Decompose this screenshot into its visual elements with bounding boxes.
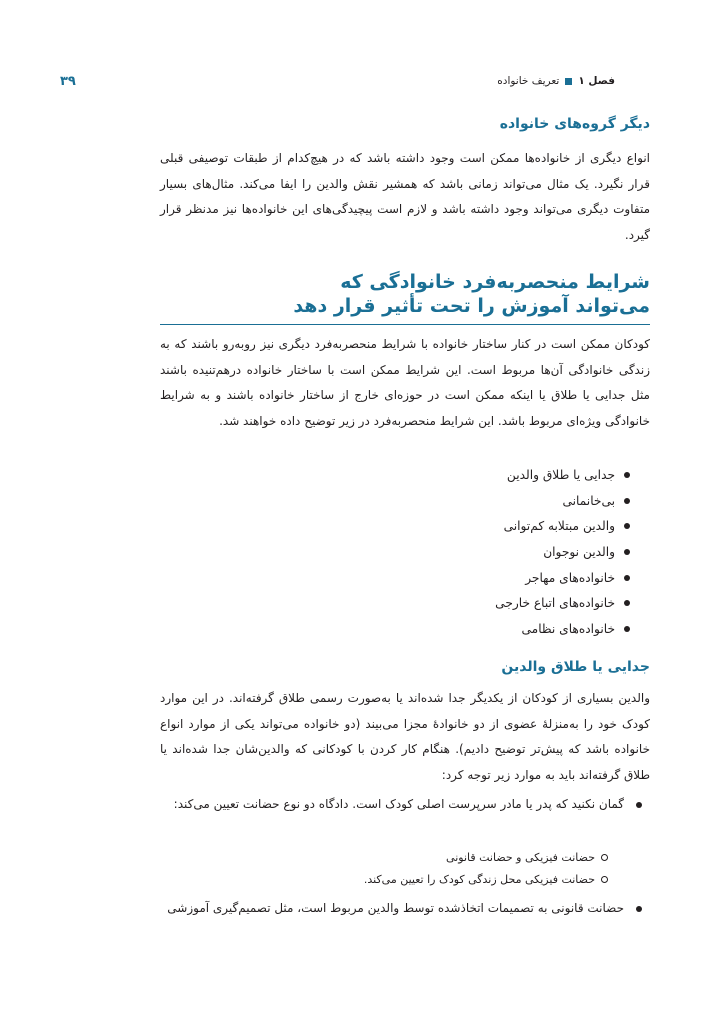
- bullet-paragraph: [160, 792, 650, 818]
- bullet-icon: [624, 472, 630, 478]
- hollow-bullet-icon: [601, 854, 608, 861]
- page-number: ۳۹: [60, 73, 76, 89]
- heading-line: می‌تواند آموزش را تحت تأثیر قرار دهد: [293, 295, 650, 317]
- list-item: [495, 462, 630, 488]
- section-paragraph: کودکان ممکن است در کنار ساختار خانواده با شرایط منحصربه‌فرد دیگری نیز روبه‌رو باشند که به زندگی خانوادگی آن‌ها مربوط است. این شرایط ممکن است با ساختار خانواده درهم‌تنیده باشند مثل جدایی یا طلاق یا اینکه ممکن است در حوزه‌ای خارج از ساختار خانواده باشند و به شرایط خانوادگی ویژه‌ای مربوط باشد. این شرایط منحصربه‌فرد در زیر توضیح داده خواهند شد.: [160, 337, 650, 429]
- list-item-text: خانواده‌های اتباع خارجی: [495, 596, 615, 611]
- heading-rule: [160, 324, 650, 325]
- bullet-icon: [636, 906, 642, 912]
- list-item-text: خانواده‌های مهاجر: [525, 570, 615, 585]
- bullet-icon: [624, 498, 630, 504]
- bullet-icon: [624, 575, 630, 581]
- chapter-title: تعریف خانواده: [497, 75, 560, 87]
- square-icon: [565, 78, 572, 85]
- bullet-text: حضانت قانونی به تصمیمات اتخاذشده توسط والدین مربوط است، مثل تصمیم‌گیری آموزشی: [167, 901, 624, 915]
- chapter-label: فصل ۱: [578, 75, 615, 87]
- list-item: [495, 539, 630, 565]
- hollow-bullet-icon: [601, 876, 608, 883]
- heading-line: شرایط منحصربه‌فرد خانوادگی که: [340, 271, 650, 293]
- list-item-text: جدایی یا طلاق والدین: [506, 467, 615, 482]
- list-item: [495, 616, 630, 642]
- bullet-icon: [636, 802, 642, 808]
- bullet-paragraph: [160, 896, 650, 922]
- bullet-text: گمان نکنید که پدر یا مادر سرپرست اصلی کودک است. دادگاه دو نوع حضانت تعیین می‌کند:: [173, 797, 624, 811]
- bullet-icon: [624, 626, 630, 632]
- sub-list-item: [364, 868, 608, 890]
- custody-sublist: [364, 846, 608, 890]
- list-item-text: خانواده‌های نظامی: [521, 621, 615, 636]
- bullet-icon: [624, 549, 630, 555]
- sub-list-item: [364, 846, 608, 868]
- section-heading-unique-circumstances: [160, 270, 650, 318]
- sub-list-item-text: حضانت فیزیکی محل زندگی کودک را تعیین می‌کند.: [363, 872, 595, 886]
- list-item-text: بی‌خانمانی: [562, 493, 615, 508]
- section-paragraph: والدین بسیاری از کودکان از یکدیگر جدا شده‌اند یا به‌صورت رسمی طلاق گرفته‌اند. در این موارد کودک خود را به‌منزلهٔ عضوی از دو خانوادهٔ مجزا می‌بیند (دو خانواده می‌تواند یکی از موارد انواع خانواده باشد که پیش‌تر توضیح دادیم). هنگام کار کردن با کودکانی که والدین‌شان جدا شده‌اند یا طلاق گرفته‌اند باید به موارد زیر توجه کرد:: [160, 691, 650, 783]
- bullet-icon: [624, 523, 630, 529]
- circumstances-list: [495, 462, 630, 642]
- list-item: [495, 488, 630, 514]
- section-heading-divorce: جدایی یا طلاق والدین: [501, 659, 650, 675]
- running-header: [60, 71, 615, 91]
- section-heading-other-family-groups: دیگر گروه‌های خانواده: [499, 116, 650, 132]
- list-item-text: والدین نوجوان: [543, 544, 615, 559]
- list-item: [495, 565, 630, 591]
- section-paragraph: انواع دیگری از خانواده‌ها ممکن است وجود داشته باشد که در هیچ‌کدام از طبقات توصیفی قبلی قرار نگیرد. یک مثال می‌تواند زمانی باشد که همشیر نقش والدین را ایفا می‌کند. مثال‌های بسیار متفاوت دیگری می‌تواند وجود داشته باشد و لازم است پیچیدگی‌های این خانواده‌ها نیز مدنظر قرار گیرد.: [160, 151, 650, 243]
- list-item: [495, 590, 630, 616]
- bullet-icon: [624, 600, 630, 606]
- list-item: [495, 513, 630, 539]
- list-item-text: والدین مبتلابه کم‌توانی: [503, 519, 615, 534]
- sub-list-item-text: حضانت فیزیکی و حضانت قانونی: [446, 850, 595, 864]
